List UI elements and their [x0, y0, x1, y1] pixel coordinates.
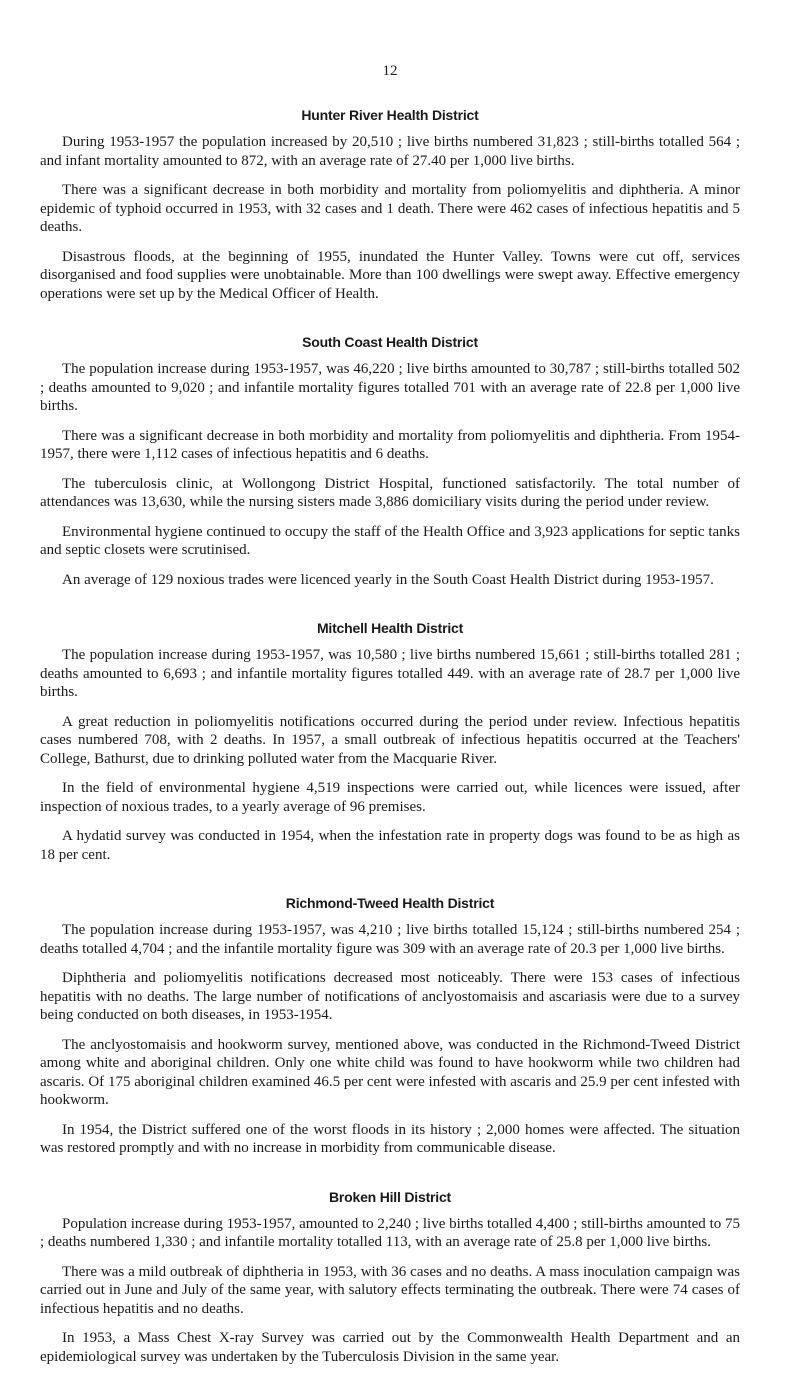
paragraph: A great reduction in poliomyelitis notifications occurred during the period under review. Infectious hepatitis cases numbered 708, with 2 deaths. In 1957, a small outbreak of infectious hepatitis occurred at the Teachers' College, Bathurst, due to drinking polluted water from the Macquarie River. [40, 713, 740, 767]
paragraph: The anclyostomaisis and hookworm survey, mentioned above, was conducted in the Richmond-Tweed District among white and aboriginal children. Only one white child was found to have hookworm while two children had ascaris. Of 175 aboriginal children examined 46.5 per cent were infested with ascaris and 25.9 per cent infested with hookworm. [40, 1036, 740, 1108]
section-broken-hill [40, 1188, 740, 1367]
paragraph: In the field of environmental hygiene 4,519 inspections were carried out, while licences were issued, after inspection of noxious trades, to a yearly average of 96 premises. [40, 780, 740, 815]
section-mitchell [40, 619, 740, 864]
paragraph: The population increase during 1953-1957, was 10,580 ; live births numbered 15,661 ; still-births totalled 281 ; deaths amounted to 6,693 ; and infantile mortality figures totalled 449. with an average rate of 28.7 per 1,000 live births. [40, 647, 740, 700]
paragraph: The population increase during 1953-1957, was 46,220 ; live births amounted to 30,787 ; still-births totalled 502 ; deaths amounted to 9,020 ; and infantile mortality figures totalled 701 with an average rate of 22.8 per 1,000 live births. [40, 361, 740, 414]
paragraph: Disastrous floods, at the beginning of 1955, inundated the Hunter Valley. Towns were cut off, services disorganised and food supplies were unobtainable. More than 100 dwellings were swept away. Effective emergency operations were set up by the Medical Officer of Health. [40, 248, 740, 302]
section-title: Mitchell Health District [316, 620, 464, 636]
paragraph: In 1953, a Mass Chest X-ray Survey was carried out by the Commonwealth Health Department and an epidemiological survey was undertaken by the Tuberculosis Division in the same year. [40, 1330, 740, 1365]
paragraph: A hydatid survey was conducted in 1954, when the infestation rate in property dogs was found to be as high as 18 per cent. [40, 828, 740, 863]
page-number: 12 [382, 63, 398, 79]
paragraph: The population increase during 1953-1957, was 4,210 ; live births totalled 15,124 ; still-births numbered 254 ; deaths totalled 4,704 ; and the infantile mortality figure was 309 with an average rate of 20.3 per 1,000 live births. [40, 922, 740, 957]
paragraph: There was a significant decrease in both morbidity and mortality from poliomyelitis and diphtheria. A minor epidemic of typhoid occurred in 1953, with 32 cases and 1 death. There were 462 cases of infectious hepatitis and 5 deaths. [40, 182, 740, 235]
section-title: South Coast Health District [302, 334, 478, 350]
paragraph: An average of 129 noxious trades were licenced yearly in the South Coast Health District during 1953-1957. [62, 571, 714, 588]
section-title: Richmond-Tweed Health District [285, 895, 495, 911]
paragraph: During 1953-1957 the population increased by 20,510 ; live births numbered 31,823 ; still-births totalled 564 ; and infant mortality amounted to 872, with an average rate of 27.40 per 1,000 live births. [40, 134, 740, 169]
paragraph: There was a significant decrease in both morbidity and mortality from poliomyelitis and diphtheria. From 1954-1957, there were 1,112 cases of infectious hepatitis and 6 deaths. [40, 427, 740, 462]
section-south-coast [40, 333, 740, 589]
paragraph: Diphtheria and poliomyelitis notifications decreased most noticeably. There were 153 cases of infectious hepatitis with no deaths. The large number of notifications of anclyostomaisis and ascariasis were due to a survey being conducted on both diseases, in 1953-1954. [40, 970, 740, 1023]
paragraph: In 1954, the District suffered one of the worst floods in its history ; 2,000 homes were affected. The situation was restored promptly and with no increase in morbidity from communicable disease. [40, 1121, 740, 1156]
paragraph: Environmental hygiene continued to occupy the staff of the Health Office and 3,923 applications for septic tanks and septic closets were scrutinised. [40, 523, 740, 558]
section-title: Broken Hill District [328, 1188, 452, 1205]
paragraph: There was a mild outbreak of diphtheria in 1953, with 36 cases and no deaths. A mass inoculation campaign was carried out in June and July of the same year, with salutory effects terminating the outbreak. There were 74 cases of infectious hepatitis and no deaths. [40, 1263, 740, 1317]
paragraph: The tuberculosis clinic, at Wollongong District Hospital, functioned satisfactorily. The total number of attendances was 13,630, while the nursing sisters made 3,886 domiciliary visits during the period under review. [40, 475, 740, 510]
document-page [40, 62, 740, 1396]
section-richmond-tweed [40, 894, 740, 1158]
section-hunter-river [40, 106, 740, 303]
paragraph: Population increase during 1953-1957, amounted to 2,240 ; live births totalled 4,400 ; still-births amounted to 75 ; deaths numbered 1,330 ; and infantile mortality totalled 113, with an average rate of 25.8 per 1,000 live births. [40, 1215, 740, 1250]
section-title: Hunter River Health District [301, 107, 479, 123]
